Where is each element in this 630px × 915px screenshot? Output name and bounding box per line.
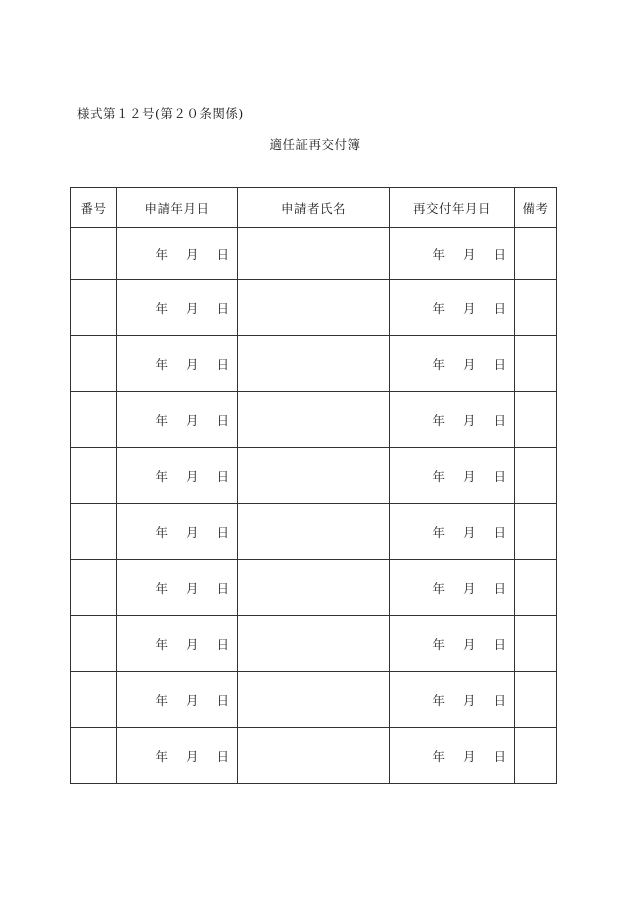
column-header-number: 番号	[71, 188, 117, 228]
remarks-cell[interactable]	[515, 672, 557, 728]
column-header-application-date: 申請年月日	[117, 188, 238, 228]
date-day-unit: 日	[216, 636, 229, 652]
date-year-unit: 年	[155, 412, 168, 428]
number-cell[interactable]	[71, 392, 117, 448]
date-day-unit: 日	[493, 748, 506, 764]
date-month-unit: 月	[462, 748, 476, 764]
applicant-name-cell[interactable]	[238, 728, 390, 784]
remarks-cell[interactable]	[515, 504, 557, 560]
date-day-unit: 日	[216, 524, 229, 540]
applicant-name-cell[interactable]	[238, 336, 390, 392]
date-year-unit: 年	[432, 748, 445, 764]
applicant-name-cell[interactable]	[238, 280, 390, 336]
date-year-unit: 年	[155, 580, 168, 596]
application-date-cell[interactable]	[117, 504, 238, 560]
table-row	[71, 280, 557, 336]
application-date-cell[interactable]	[117, 336, 238, 392]
applicant-name-cell[interactable]	[238, 448, 390, 504]
date-month-unit: 月	[185, 356, 199, 372]
reissue-date-cell[interactable]	[390, 392, 515, 448]
number-cell[interactable]	[71, 672, 117, 728]
table-row	[71, 560, 557, 616]
column-header-reissue-date: 再交付年月日	[390, 188, 515, 228]
date-day-unit: 日	[216, 748, 229, 764]
number-cell[interactable]	[71, 560, 117, 616]
column-header-applicant-name: 申請者氏名	[238, 188, 390, 228]
date-month-unit: 月	[462, 524, 476, 540]
number-cell[interactable]	[71, 280, 117, 336]
number-cell[interactable]	[71, 336, 117, 392]
date-day-unit: 日	[493, 636, 506, 652]
remarks-cell[interactable]	[515, 616, 557, 672]
date-day-unit: 日	[493, 468, 506, 484]
applicant-name-cell[interactable]	[238, 392, 390, 448]
date-day-unit: 日	[493, 524, 506, 540]
date-year-unit: 年	[155, 636, 168, 652]
date-month-unit: 月	[185, 636, 199, 652]
form-number-label: 様式第１２号(第２０条関係)	[77, 106, 244, 121]
date-year-unit: 年	[432, 692, 445, 708]
number-cell[interactable]	[71, 448, 117, 504]
remarks-cell[interactable]	[515, 280, 557, 336]
date-year-unit: 年	[155, 524, 168, 540]
date-month-unit: 月	[462, 468, 476, 484]
date-month-unit: 月	[185, 412, 199, 428]
date-year-unit: 年	[155, 356, 168, 372]
remarks-cell[interactable]	[515, 392, 557, 448]
reissue-date-cell[interactable]	[390, 560, 515, 616]
application-date-cell[interactable]	[117, 728, 238, 784]
date-month-unit: 月	[185, 468, 199, 484]
date-day-unit: 日	[216, 246, 229, 262]
date-month-unit: 月	[462, 692, 476, 708]
applicant-name-cell[interactable]	[238, 672, 390, 728]
application-date-cell[interactable]	[117, 560, 238, 616]
remarks-cell[interactable]	[515, 228, 557, 280]
table-row	[71, 228, 557, 280]
date-month-unit: 月	[185, 748, 199, 764]
date-day-unit: 日	[493, 300, 506, 316]
table-row	[71, 728, 557, 784]
date-year-unit: 年	[432, 246, 445, 262]
date-year-unit: 年	[155, 468, 168, 484]
date-day-unit: 日	[493, 412, 506, 428]
date-month-unit: 月	[462, 636, 476, 652]
column-header-remarks: 備考	[515, 188, 557, 228]
application-date-cell[interactable]	[117, 280, 238, 336]
date-year-unit: 年	[432, 300, 445, 316]
date-month-unit: 月	[185, 580, 199, 596]
date-month-unit: 月	[462, 300, 476, 316]
number-cell[interactable]	[71, 228, 117, 280]
table-body	[71, 228, 557, 784]
date-year-unit: 年	[155, 246, 168, 262]
date-month-unit: 月	[462, 246, 476, 262]
date-day-unit: 日	[216, 580, 229, 596]
reissue-date-cell[interactable]	[390, 280, 515, 336]
date-month-unit: 月	[462, 412, 476, 428]
date-year-unit: 年	[432, 524, 445, 540]
document-title: 適任証再交付簿	[269, 137, 361, 152]
date-day-unit: 日	[493, 356, 506, 372]
application-date-cell[interactable]	[117, 616, 238, 672]
applicant-name-cell[interactable]	[238, 504, 390, 560]
date-year-unit: 年	[155, 692, 168, 708]
application-date-cell[interactable]	[117, 672, 238, 728]
reissue-date-cell[interactable]	[390, 504, 515, 560]
date-month-unit: 月	[185, 300, 199, 316]
date-day-unit: 日	[216, 412, 229, 428]
application-date-cell[interactable]	[117, 392, 238, 448]
date-year-unit: 年	[432, 468, 445, 484]
date-year-unit: 年	[432, 356, 445, 372]
reissue-date-cell[interactable]	[390, 336, 515, 392]
table-row	[71, 504, 557, 560]
remarks-cell[interactable]	[515, 448, 557, 504]
remarks-cell[interactable]	[515, 336, 557, 392]
remarks-cell[interactable]	[515, 728, 557, 784]
number-cell[interactable]	[71, 504, 117, 560]
date-month-unit: 月	[462, 356, 476, 372]
date-year-unit: 年	[155, 748, 168, 764]
date-day-unit: 日	[216, 356, 229, 372]
date-year-unit: 年	[432, 636, 445, 652]
date-month-unit: 月	[462, 580, 476, 596]
date-day-unit: 日	[493, 246, 506, 262]
date-day-unit: 日	[216, 300, 229, 316]
table-row	[71, 616, 557, 672]
reissue-date-cell[interactable]	[390, 672, 515, 728]
number-cell[interactable]	[71, 728, 117, 784]
applicant-name-cell[interactable]	[238, 228, 390, 280]
date-year-unit: 年	[432, 412, 445, 428]
application-date-cell[interactable]	[117, 228, 238, 280]
date-day-unit: 日	[493, 692, 506, 708]
table-header-row	[71, 188, 557, 228]
date-year-unit: 年	[155, 300, 168, 316]
reissue-date-cell[interactable]	[390, 728, 515, 784]
applicant-name-cell[interactable]	[238, 616, 390, 672]
remarks-cell[interactable]	[515, 560, 557, 616]
table-row	[71, 392, 557, 448]
date-month-unit: 月	[185, 692, 199, 708]
reissue-register-table	[70, 187, 557, 784]
reissue-date-cell[interactable]	[390, 228, 515, 280]
date-month-unit: 月	[185, 524, 199, 540]
reissue-date-cell[interactable]	[390, 448, 515, 504]
reissue-date-cell[interactable]	[390, 616, 515, 672]
table-row	[71, 336, 557, 392]
number-cell[interactable]	[71, 616, 117, 672]
applicant-name-cell[interactable]	[238, 560, 390, 616]
date-day-unit: 日	[216, 692, 229, 708]
date-day-unit: 日	[216, 468, 229, 484]
table-row	[71, 448, 557, 504]
date-day-unit: 日	[493, 580, 506, 596]
table-row	[71, 672, 557, 728]
date-year-unit: 年	[432, 580, 445, 596]
date-month-unit: 月	[185, 246, 199, 262]
application-date-cell[interactable]	[117, 448, 238, 504]
